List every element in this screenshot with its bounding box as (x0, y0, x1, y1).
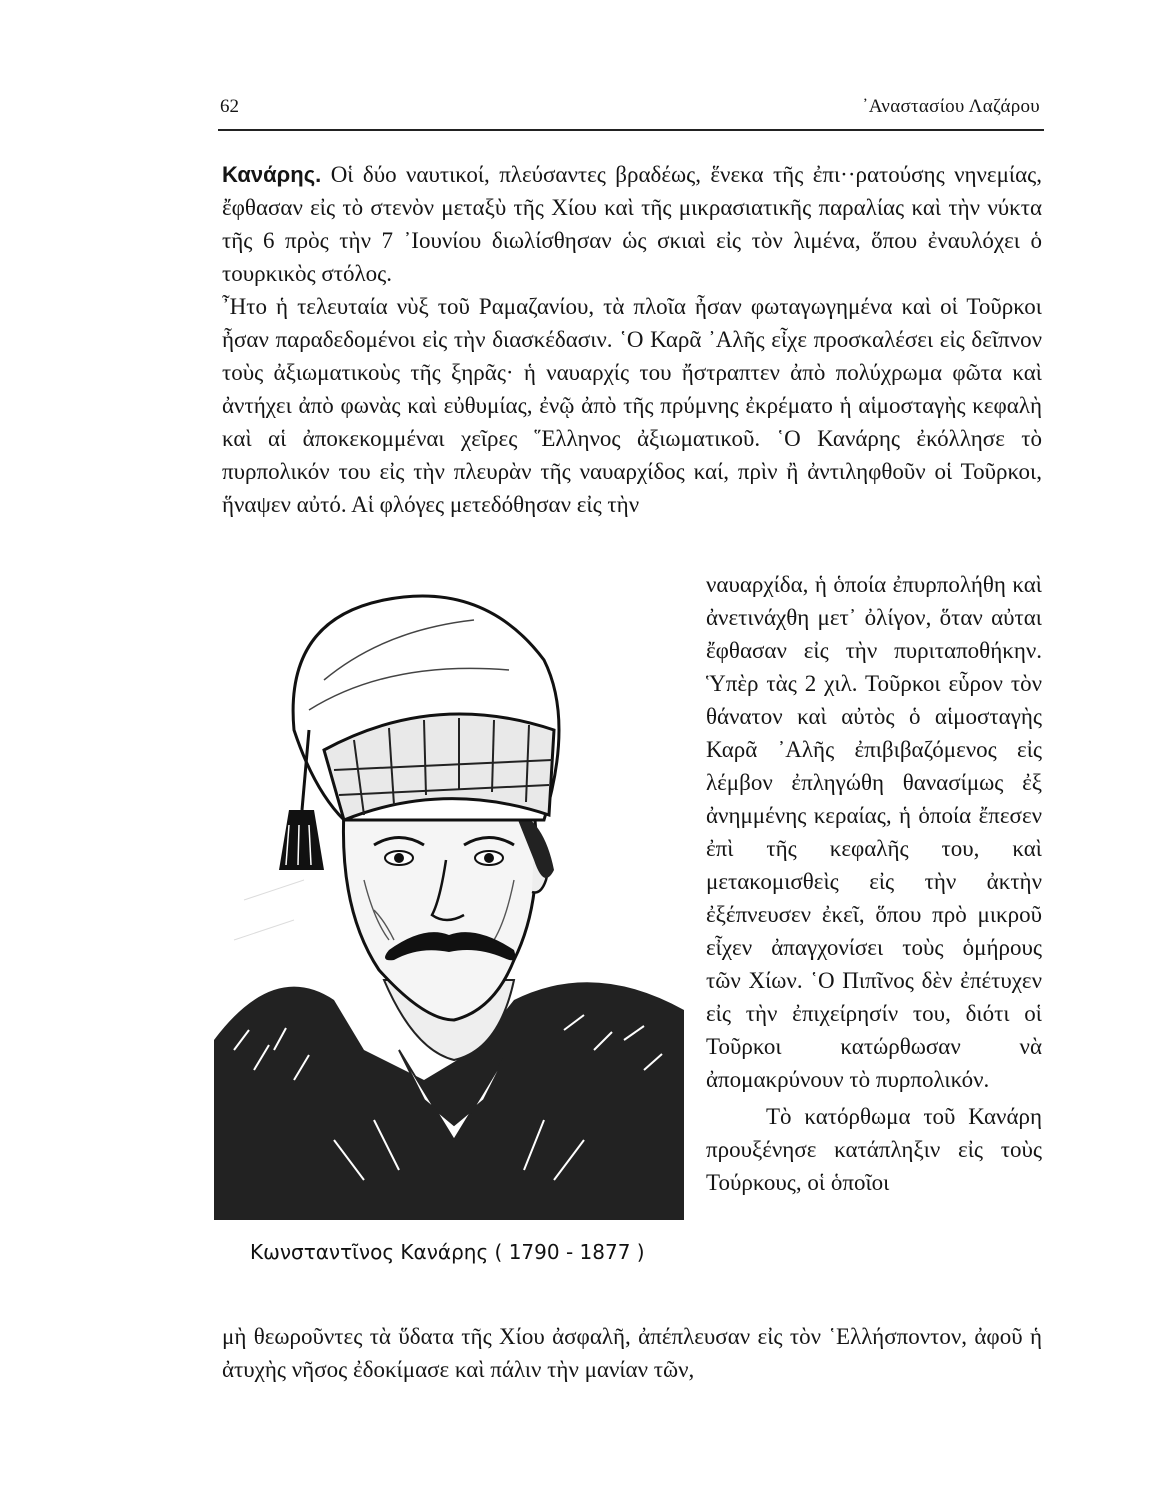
lead-word: Κανάρης. (222, 162, 322, 187)
paragraph-1-text: Οἱ δύο ναυτικοί, πλεύσαντες βραδέως, ἕνεκα τῆς ἐπι··ρατούσης νηνεμίας, ἔφθασαν εἰς τὸ στενὸν μεταξὺ τῆς Χίου καὶ τῆς μικρασιατικῆς παραλίας καὶ τὴν νύκτα τῆς 6 πρὸς τὴν 7 ᾿Ιουνίου διωλίσθησαν ὡς σκιαὶ εἰς τὸν λιμένα, ὅπου ἐναυλόχει ὁ τουρκικὸς στόλος. (222, 162, 1042, 286)
page-header (220, 96, 1040, 130)
paragraph-1 (222, 158, 1042, 290)
right-column-text (706, 568, 1042, 1199)
portrait-illustration (214, 580, 694, 1230)
main-text (222, 158, 1042, 521)
page-number: 62 (220, 96, 239, 117)
bottom-text (222, 1320, 1042, 1386)
paragraph-3-end: μὴ θεωροῦντες τὰ ὕδατα τῆς Χίου ἀσφαλῆ, ἀπέπλευσαν εἰς τὸν ῾Ελλήσποντον, ἀφοῦ ἡ ἀτυχὴς νῆσος ἐδοκίμασε καὶ πάλιν τὴν μανίαν τῶν, (222, 1324, 1042, 1382)
running-head: ᾿Αναστασίου Λαζάρου (862, 96, 1040, 117)
header-rule (218, 129, 1044, 131)
paragraph-2: ῏Ητο ἡ τελευταία νὺξ τοῦ Ραμαζανίου, τὰ πλοῖα ἦσαν φωταγωγημένα καὶ οἱ Τοῦρκοι ἦσαν παραδεδομένοι εἰς τὴν διασκέδασιν. ῾Ο Καρᾶ ᾿Αλῆς εἶχε προσκαλέσει εἰς δεῖπνον τοὺς ἀξιωματικοὺς τῆς ξηρᾶς· ἡ ναυαρχίς του ἤστραπτεν ἀπὸ πολύχρωμα φῶτα καὶ ἀντήχει ἀπὸ φωνὰς καὶ εὐθυμίας, ἐνῷ ἀπὸ τῆς πρύμνης ἐκρέματο ἡ αἱμοσταγὴς κεφαλὴ καὶ αἱ ἀποκεκομμέναι χεῖρες ῞Ελληνος ἀξιωματικοῦ. ῾Ο Κανάρης ἐκόλλησε τὸ πυρπολικόν του εἰς τὴν πλευρὰν τῆς ναυαρχίδος καί, πρὶν ἢ ἀντιληφθοῦν οἱ Τοῦρκοι, ἥναψεν αὐτό. Αἱ φλόγες μετεδόθησαν εἰς τὴν (222, 294, 1042, 517)
paragraph-2-continued: ναυαρχίδα, ἡ ὁποία ἐπυρπολήθη καὶ ἀνετινάχθη μετ᾿ ὀλίγον, ὅταν αὐται ἔφθασαν εἰς τὴν πυριταποθήκην. Ὑπὲρ τὰς 2 χιλ. Τοῦρκοι εὗρον τὸν θάνατον καὶ αὐτὸς ὁ αἱμοσταγὴς Καρᾶ ᾿Αλῆς ἐπιβιβαζόμενος εἰς λέμβον ἐπληγώθη θανασίμως ἐξ ἀνημμένης κεραίας, ἡ ὁποία ἔπεσεν ἐπὶ τῆς κεφαλῆς του, καὶ μετακομισθεὶς εἰς τὴν ἀκτὴν ἐξέπνευσεν ἐκεῖ, ὅπου πρὸ μικροῦ εἶχεν ἀπαγχονίσει τοὺς ὁμήρους τῶν Χίων. ῾Ο Πιπῖνος δὲν ἐπέτυχεν εἰς τὴν ἐπιχείρησίν του, διότι οἱ Τοῦρκοι κατώρθωσαν νὰ ἀπομακρύνουν τὸ πυρπολικόν. (706, 572, 1042, 1092)
figure-caption: Κωνσταντῖνος Κανάρης ( 1790 - 1877 ) (250, 1240, 645, 1264)
paragraph-3-start: Τὸ κατόρθωμα τοῦ Κανάρη προυξένησε κατάπληξιν εἰς τοὺς Τούρκους, οἱ ὁποῖοι (706, 1104, 1042, 1195)
